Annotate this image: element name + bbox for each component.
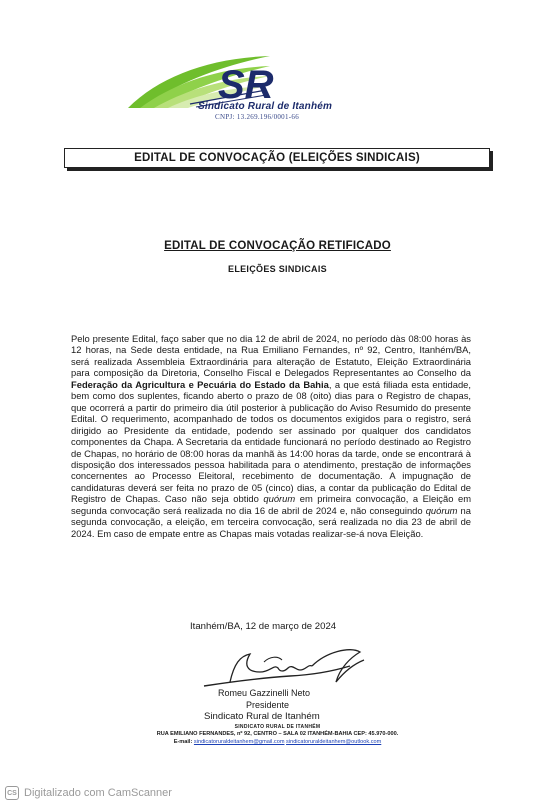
signer-role: Presidente [246,700,290,710]
federation-name: Federação da Agricultura e Pecuária do Estado da Bahia [71,378,329,390]
signer-org: Sindicato Rural de Itanhém [204,711,320,722]
place-date: Itanhém/BA, 12 de março de 2024 [190,621,337,632]
footer-email [0,739,555,745]
scanner-watermark [5,786,172,800]
body-part-3: em primeira convocação, a Eleição em segunda convocação será realizada no dia 16 de abril de 2024 e, não conseguindo [71,493,471,516]
footer-org: SINDICATO RURAL DE ITANHÉM [234,724,321,730]
quorum-term: quórum [263,493,296,505]
document-title: EDITAL DE CONVOCAÇÃO RETIFICADO [164,240,391,252]
notice-banner [64,148,490,168]
email-label: E-mail: [173,739,193,745]
signature-icon [200,642,370,692]
body-part-4: na segunda convocação, a eleição, em terceira convocação, será realizada no dia 23 de abril de 2024. Em caso de empate entre as Chapas mais votadas realizar-se-á nova Eleição. [71,504,471,539]
email-link-gmail[interactable]: sindicatoruraldeitanhem@gmail.com [193,739,285,745]
camscanner-icon: CS [5,786,19,800]
scanner-text: Digitalizado com CamScanner [24,787,172,799]
email-link-outlook[interactable]: sindicatoruraldeitanhem@outlook.com [286,739,382,745]
body-part-1: Pelo presente Edital, faço saber que no dia 12 de abril de 2024, no período dàs 08:00 horas às 12 horas, na Sede desta entidade, na Rua Emiliano Fernandes, nº 92, Centro, Itanhém/BA, será realizada Assembleia Extraordinária para alteração de Estatuto, Eleição Extraordinária para composição da Diretoria, Conselho Fiscal e Delegados Representantes ao Conselho da [71,333,471,379]
banner-text: EDITAL DE CONVOCAÇÃO (ELEIÇÕES SINDICAIS) [134,152,420,164]
notice-body [71,333,471,539]
logo-letters: SR [218,63,274,107]
cnpj: CNPJ: 13.269.196/0001-66 [215,113,300,121]
quorum-term: quórum [425,504,458,516]
body-part-2: , a que está filiada esta entidade, bem como dos suplentes, ficando aberto o prazo de 08 (oito) dias para o Registro de chapas, que ocorrerá a partir do primeiro dia útil posterior à publicação do Aviso Resumido do presente Edital. O requerimento, acompanhado de todos os documentos exigidos para o registro, será dirigido ao Presidente da entidade, podendo ser assinado por qualquer dos candidatos componentes da Chapa. A Secretaria da entidade funcionará no período destinado ao Registro de Chapas, no horário de 08:00 horas da manhã às 14:00 horas da tarde, onde se encontrará à disposição dos interessados pessoa habilitada para o atendimento, prestação de informações concernentes ao Processo Eleitoral, recebimento de documentação. A impugnação de candidaturas deverá ser feita no prazo de 05 (cinco) dias, a contar da publicação do Edital de Registro de Chapas. Caso não seja obtido [71,378,471,505]
footer-address: RUA EMILIANO FERNANDES, nº 92, CENTRO – SALA 02 ITANHÉM-BAHIA CEP: 45.970-000. [156,731,399,737]
org-name: Sindicato Rural de Itanhém [198,101,333,112]
signer-name: Romeu Gazzinelli Neto [218,688,311,698]
document-subtitle: ELEIÇÕES SINDICAIS [228,264,327,274]
